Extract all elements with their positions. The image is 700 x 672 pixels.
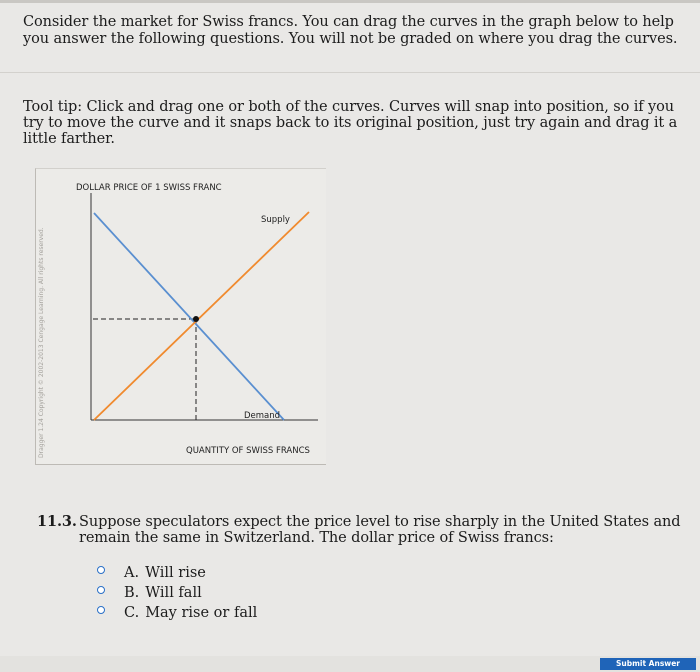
tooltip-text: Tool tip: Click and drag one or both of the curves. Curves will snap into position, so if you try to move the curve and it snaps back to its original position, just try again and drag it a little farther.: [23, 99, 678, 147]
question-text: Suppose speculators expect the price level to rise sharply in the United States and remain the same in Switzerland. The dollar price of Swiss francs:: [79, 514, 681, 546]
choice-letter: C.: [124, 605, 140, 621]
radio-b[interactable]: [97, 586, 105, 594]
radio-a[interactable]: [97, 566, 105, 574]
demand-label: Demand: [244, 411, 281, 421]
supply-label: Supply: [261, 215, 290, 225]
answer-choices: [97, 563, 257, 623]
demand-curve[interactable]: [94, 213, 284, 420]
choice-letter: B.: [124, 585, 140, 601]
choice-b[interactable]: [97, 583, 257, 603]
copyright-notice: Dragger 1.24 Copyright © 2002-2013 Cengage Learning. All rights reserved.: [38, 227, 45, 458]
choice-a[interactable]: [97, 563, 257, 583]
radio-c[interactable]: [97, 606, 105, 614]
choice-letter: A.: [124, 565, 140, 581]
x-axis-label: QUANTITY OF SWISS FRANCS: [186, 446, 310, 456]
choice-text: Will fall: [145, 585, 202, 601]
equilibrium-point: [193, 316, 199, 322]
choice-c[interactable]: [97, 603, 257, 623]
footer-bar: [0, 656, 700, 672]
intro-text: Consider the market for Swiss francs. You can drag the curves in the graph below to help you answer the following questions. You will not be graded on where you drag the curves.: [23, 14, 678, 47]
question-number: 11.3.: [37, 513, 77, 530]
choice-text: Will rise: [145, 565, 206, 581]
y-axis-label: DOLLAR PRICE OF 1 SWISS FRANC: [76, 183, 222, 193]
supply-curve[interactable]: [94, 212, 309, 420]
choice-text: May rise or fall: [145, 605, 258, 621]
submit-answer-button[interactable]: Submit Answer: [600, 658, 696, 670]
